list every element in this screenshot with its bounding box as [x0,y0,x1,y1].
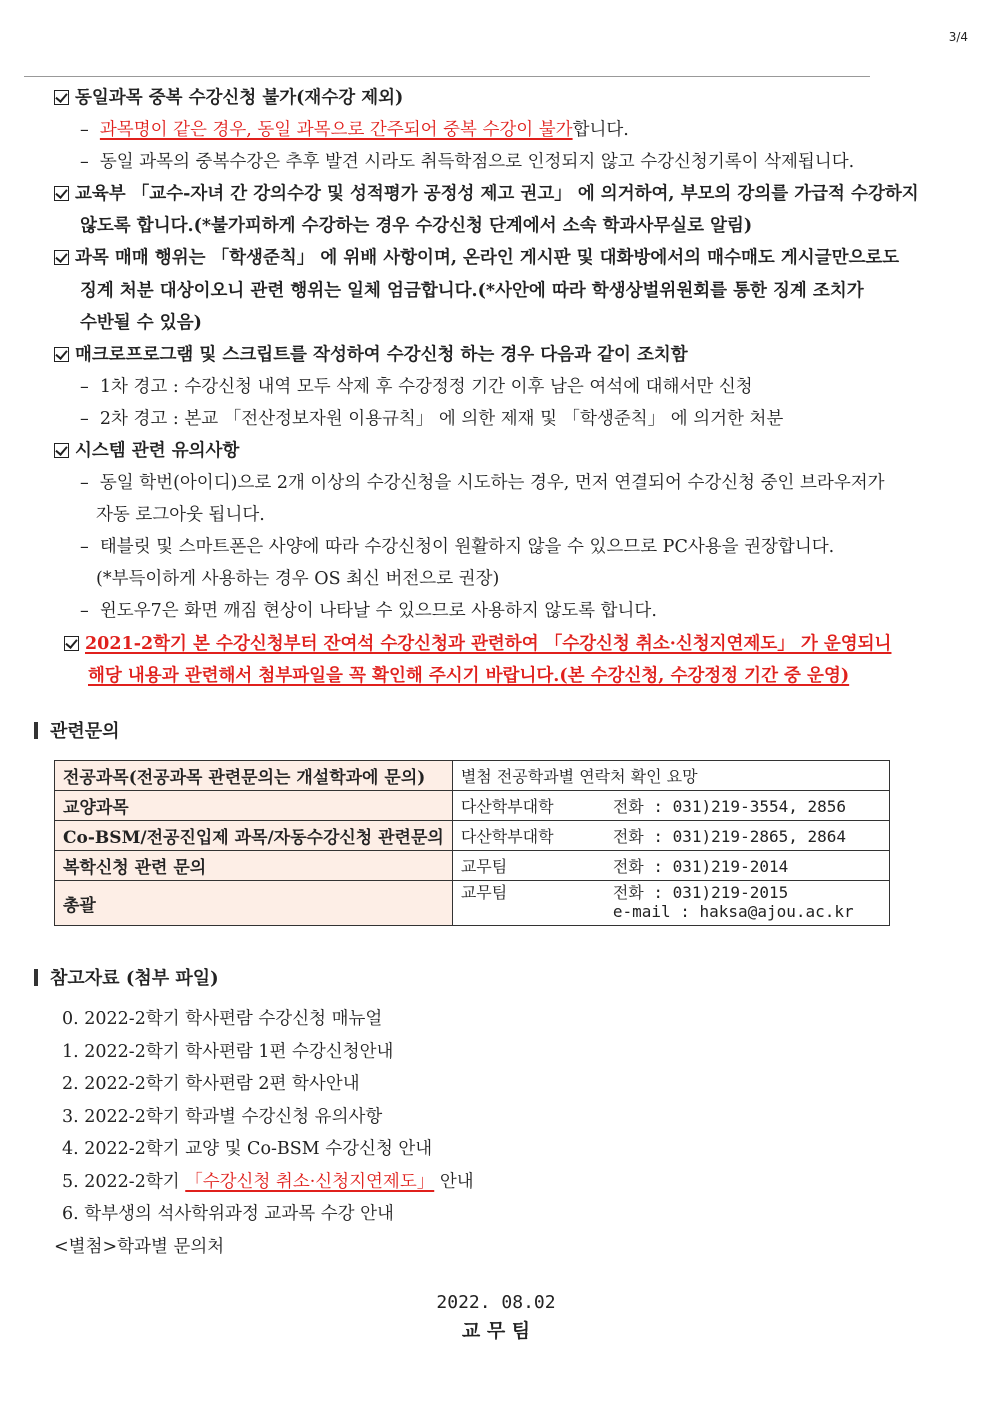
table-row [55,851,890,881]
notice-item-macro: 매크로프로그램 및 스크립트를 작성하여 수강신청 하는 경우 다음과 같이 조치함 [54,343,688,367]
contact-value: 별첨 전공학과별 연락처 확인 요망 [452,761,889,791]
notice-item-system: 시스템 관련 유의사항 [54,439,239,463]
contact-value: 교무팀 전화 : 031)219-2015 e-mail : haksa@ajou.ac.kr [452,881,889,926]
notice-sub: – 2차 경고 : 본교 「전산정보자원 이용규칙」 에 의한 제재 및 「학생준칙」 에 의거한 처분 [80,409,784,429]
contact-label: 총괄 [55,881,453,926]
notice-line: 해당 내용과 관련해서 첨부파일을 꼭 확인해 주시기 바랍니다.(본 수강신청, 수강정정 기간 중 운영) [88,666,850,686]
checkbox-icon [54,347,69,362]
list-item: 0. 2022-2학기 학사편람 수강신청 매뉴얼 [62,1009,383,1029]
contact-email: e-mail : haksa@ajou.ac.kr [612,902,854,921]
contact-label: 교양과목 [55,791,453,821]
contact-label: Co-BSM/전공진입제 과목/자동수강신청 관련문의 [55,821,453,851]
checkbox-icon [54,186,69,201]
notice-line: 않도록 합니다.(*불가피하게 수강하는 경우 수강신청 단계에서 소속 학과사무실로 알림) [80,216,753,236]
notice-item-cancel-delay: 2021-2학기 본 수강신청부터 잔여석 수강신청과 관련하여 「수강신청 취소·신청지연제도」 가 운영되니 [64,632,891,656]
section-bar-icon [34,969,38,986]
page-number: 3/4 [948,30,968,44]
contact-heading: 관련문의 [34,717,120,743]
footer-dept: 교 무 팀 [461,1320,531,1342]
list-item: 3. 2022-2학기 학과별 수강신청 유의사항 [62,1106,383,1127]
notice-line: 수반될 수 있음) [80,313,202,333]
notice-item-parent-course: 교육부 「교수-자녀 간 강의수강 및 성적평가 공정성 제고 권고」 에 의거하여, 부모의 강의를 가급적 수강하지 [54,182,919,206]
notice-sub: – 동일 과목의 중복수강은 추후 발견 시라도 취득학점으로 인정되지 않고 수강신청기록이 삭제됩니다. [80,152,855,172]
references-list [54,1003,474,1263]
notice-sub: – 1차 경고 : 수강신청 내역 모두 삭제 후 수강정정 기간 이후 남은 여석에 대해서만 신청 [80,377,753,397]
contact-label: 전공과목(전공과목 관련문의는 개설학과에 문의) [55,761,453,791]
table-row [55,881,890,926]
notice-title: 동일과목 중복 수강신청 불가(재수강 제외) [75,88,404,108]
notice-sub-cont: 자동 로그아웃 됩니다. [96,505,265,525]
notice-sub-cont: (*부득이하게 사용하는 경우 OS 최신 버전으로 권장) [96,569,500,589]
table-row [55,791,890,821]
table-row [55,821,890,851]
red-emphasis: 과목명이 같은 경우, 동일 과목으로 간주되어 중복 수강이 불가 [99,120,573,140]
red-emphasis: 「수강신청 취소·신청지연제도」 [185,1171,435,1192]
table-row [55,761,890,791]
notice-item-duplicate [54,86,403,110]
contact-value: 교무팀 전화 : 031)219-2014 [452,851,889,881]
footer-date: 2022. 08.02 [436,1292,556,1313]
notice-line: 징계 처분 대상이오니 관련 행위는 일체 엄금합니다.(*사안에 따라 학생상벌위원회를 통한 징계 조치가 [80,281,864,301]
checkbox-icon [64,636,79,651]
notice-sub: – 동일 학번(아이디)으로 2개 이상의 수강신청을 시도하는 경우, 먼저 연결되어 수강신청 중인 브라우저가 [80,473,885,493]
notice-sub: – 태블릿 및 스마트폰은 사양에 따라 수강신청이 원활하지 않을 수 있으므로 PC사용을 권장합니다. [80,537,835,557]
notice-item-course-trading: 과목 매매 행위는 「학생준칙」 에 위배 사항이며, 온라인 게시판 및 대화방에서의 매수매도 게시글만으로도 [54,246,899,270]
top-divider [24,76,870,77]
contact-table [54,760,890,926]
contact-value: 다산학부대학 전화 : 031)219-2865, 2864 [452,821,889,851]
notice-sub: – 과목명이 같은 경우, 동일 과목으로 간주되어 중복 수강이 불가합니다. [80,120,629,140]
notice-sub: – 윈도우7은 화면 깨짐 현상이 나타날 수 있으므로 사용하지 않도록 합니다. [80,601,657,621]
list-item: 5. 2022-2학기 「수강신청 취소·신청지연제도」 안내 [62,1171,474,1192]
section-bar-icon [34,722,38,739]
references-heading: 참고자료 (첨부 파일) [34,964,219,990]
checkbox-icon [54,250,69,265]
checkbox-icon [54,90,69,105]
checkbox-icon [54,443,69,458]
list-item: 4. 2022-2학기 교양 및 Co-BSM 수강신청 안내 [62,1139,433,1159]
list-item: 1. 2022-2학기 학사편람 1편 수강신청안내 [62,1041,394,1062]
appendix-note: <별첨>학과별 문의처 [54,1236,225,1257]
contact-label: 복학신청 관련 문의 [55,851,453,881]
list-item: 6. 학부생의 석사학위과정 교과목 수강 안내 [62,1204,394,1224]
list-item: 2. 2022-2학기 학사편람 2편 학사안내 [62,1074,360,1094]
contact-value: 다산학부대학 전화 : 031)219-3554, 2856 [452,791,889,821]
